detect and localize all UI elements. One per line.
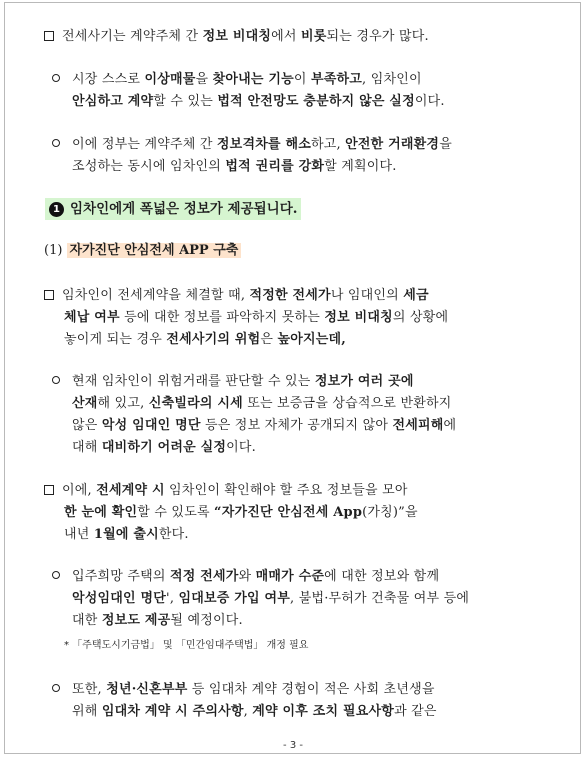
emphasis-text: 적정 전세가: [169, 569, 239, 584]
body-text-run: 않은: [72, 418, 102, 433]
body-text-run: 현재 임차인이 위험거래를 판단할 수 있는: [72, 374, 315, 389]
body-text-run: 이다.: [226, 440, 256, 455]
paragraph-line: [44, 286, 429, 306]
body-text-run: 대해: [72, 440, 102, 455]
body-text-run: 놓이게 되는 경우: [64, 332, 167, 347]
body-text-run: 또는 보증금을 상습적으로 반환하지: [242, 396, 452, 411]
body-text-run: 이: [293, 72, 311, 87]
emphasis-text: 정보 비대칭: [324, 310, 393, 325]
emphasis-text: 찾아내는 기능: [212, 72, 294, 87]
emphasis-text: 법적 권리를 강화: [225, 159, 325, 174]
body-text-run: ,: [243, 704, 253, 719]
circle-bullet-icon: [52, 139, 60, 147]
emphasis-text: 신축빌라의 시세: [148, 396, 243, 411]
paragraph-line: [72, 589, 469, 609]
circle-bullet-icon: [52, 571, 60, 579]
paragraph-line: [72, 92, 445, 112]
paragraph-line: [72, 416, 456, 436]
body-text-run: 조성하는 동시에 임차인의: [72, 159, 226, 174]
body-text-run: 대한: [72, 613, 102, 628]
emphasis-text: 청년·신혼부부: [106, 682, 188, 697]
section-heading: [45, 198, 301, 220]
body-text-run: 에 대한 정보와 함께: [324, 569, 440, 584]
paragraph-line: [64, 503, 418, 523]
body-text-run: 을: [195, 72, 213, 87]
body-text-run: 이에 정부는 계약주체 간: [72, 137, 217, 152]
emphasis-text: 안전한 거래환경: [345, 137, 440, 152]
emphasis-text: 전세사기의 위험: [166, 332, 261, 347]
paragraph-line: [44, 481, 408, 501]
body-text-run: 또한,: [72, 682, 107, 697]
emphasis-text: 이상매물: [144, 72, 196, 87]
emphasis-text: 전세피해: [392, 418, 444, 433]
body-text-run: 와: [238, 569, 256, 584]
emphasis-text: 세금: [403, 288, 429, 303]
emphasis-text: 부족하고: [310, 72, 363, 87]
body-text-run: 되는 경우가 많다.: [326, 29, 429, 44]
emphasis-text: 한 눈에 확인: [64, 505, 138, 520]
emphasis-text: 체납 여부: [64, 310, 120, 325]
emphasis-text: 산재: [72, 396, 98, 411]
paragraph-line: [72, 438, 256, 458]
body-text-run: (가칭)”을: [362, 505, 418, 520]
body-text-run: 등 임대차 계약 경험이 적은 사회 초년생을: [187, 682, 435, 697]
paragraph-line: [64, 525, 189, 545]
paragraph-line: [52, 70, 422, 90]
body-text-run: 하고,: [310, 137, 346, 152]
body-text-run: 할 수 있도록: [137, 505, 215, 520]
section-heading-text: 임차인에게 폭넓은 정보가 제공됩니다.: [70, 201, 298, 217]
paragraph-line: [72, 157, 397, 177]
footnote: * 「주택도시기금법」 및 「민간임대주택법」 개정 필요: [64, 640, 309, 651]
circle-bullet-icon: [52, 74, 60, 82]
page-number: - 3 -: [283, 740, 303, 751]
subsection-title: 자가진단 안심전세 APP 구축: [67, 243, 242, 258]
emphasis-text: 정보가 여러 곳에: [314, 374, 414, 389]
body-text-run: 시장 스스로: [72, 72, 145, 87]
subsection-prefix: (1): [44, 243, 67, 258]
emphasis-text: 정보 비대칭: [202, 29, 272, 44]
body-text-run: 의 상황에: [392, 310, 449, 325]
body-text-run: 한다.: [158, 527, 189, 542]
emphasis-text: “자가진단 안심전세 App: [214, 505, 363, 520]
body-text-run: ',: [166, 591, 179, 606]
paragraph-line: [72, 394, 452, 414]
emphasis-text: 1월에 출시: [93, 527, 159, 542]
body-text-run: 전세사기는 계약주체 간: [62, 29, 203, 44]
body-text-run: 임차인이 확인해야 할 주요 정보들을 모아: [164, 483, 408, 498]
body-text-run: 할 수 있는: [153, 94, 218, 109]
body-text-run: 입주희망 주택의: [72, 569, 170, 584]
body-text-run: 은: [260, 332, 278, 347]
emphasis-text: 적정한 전세가: [249, 288, 331, 303]
body-text-run: 이에,: [62, 483, 97, 498]
emphasis-text: 법적 안전망도 충분하지 않은 실정: [217, 94, 415, 109]
emphasis-text: 비롯: [300, 29, 327, 44]
body-text-run: 을: [439, 137, 452, 152]
paragraph-line: [72, 611, 243, 631]
emphasis-text: 정보도 제공: [101, 613, 171, 628]
emphasis-text: 계약 이후 조치 필요사항: [252, 704, 395, 719]
body-text-run: 나 임대인의: [330, 288, 404, 303]
square-bullet-icon: [44, 290, 54, 300]
emphasis-text: 임대보증 가입 여부: [178, 591, 291, 606]
body-text-run: 될 예정이다.: [170, 613, 243, 628]
section-number-badge: 1: [49, 202, 64, 217]
body-text-run: 등은 정보 자체가 공개되지 않아: [200, 418, 393, 433]
body-text-run: 에서: [271, 29, 301, 44]
body-text-run: 할 계획이다.: [324, 159, 397, 174]
body-text-run: , 불법·무허가 건축물 여부 등에: [290, 591, 470, 606]
emphasis-text: 전세계약 시: [96, 483, 165, 498]
body-text-run: 등에 대한 정보를 파악하지 못하는: [119, 310, 325, 325]
circle-bullet-icon: [52, 376, 60, 384]
body-text-run: 내년: [64, 527, 94, 542]
emphasis-text: 높아지는데,: [277, 332, 346, 347]
body-text-run: 임차인이 전세계약을 체결할 때,: [62, 288, 250, 303]
circle-bullet-icon: [52, 684, 60, 692]
body-text-run: 이다.: [414, 94, 445, 109]
body-text-run: 해 있고,: [97, 396, 149, 411]
emphasis-text: 안심하고 계약: [72, 94, 154, 109]
body-text-run: , 임차인이: [362, 72, 422, 87]
subsection-heading: [44, 241, 241, 261]
body-text-run: 에: [443, 418, 457, 433]
paragraph-line: [52, 567, 439, 587]
paragraph-line: [52, 680, 435, 700]
emphasis-text: 악성임대인 명단: [72, 591, 167, 606]
paragraph-line: [52, 372, 414, 392]
paragraph-line: [72, 702, 437, 722]
emphasis-text: 임대차 계약 시 주의사항: [101, 704, 244, 719]
body-text-run: 과 같은: [394, 704, 437, 719]
square-bullet-icon: [44, 31, 54, 41]
paragraph-line: [64, 330, 346, 350]
emphasis-text: 정보격차를 해소: [216, 137, 311, 152]
paragraph-line: [44, 27, 429, 47]
square-bullet-icon: [44, 485, 54, 495]
paragraph-line: [52, 135, 452, 155]
emphasis-text: 악성 임대인 명단: [101, 418, 201, 433]
emphasis-text: 매매가 수준: [255, 569, 325, 584]
body-text-run: 위해: [72, 704, 102, 719]
emphasis-text: 대비하기 어려운 실정: [101, 440, 227, 455]
paragraph-line: [64, 308, 448, 328]
